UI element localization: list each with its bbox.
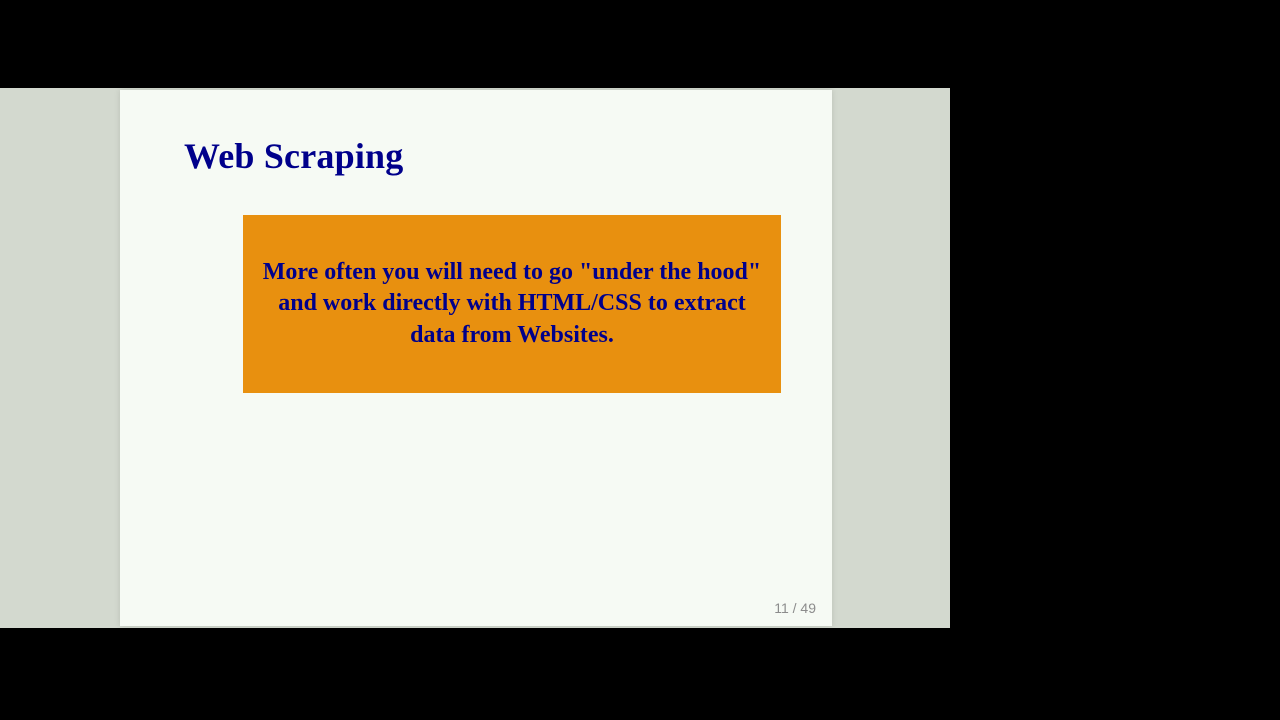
letterbox-right — [950, 88, 1280, 628]
slide-counter: 11 / 49 — [774, 600, 816, 616]
callout-text: More often you will need to go "under the hood" and work directly with HTML/CSS to extract data from Websites. — [262, 259, 762, 348]
letterbox-top — [0, 0, 1280, 88]
callout-box — [243, 215, 781, 393]
letterbox-bottom — [0, 628, 1280, 720]
slide-page — [120, 90, 832, 626]
slide-video-region — [0, 88, 950, 628]
slide-title: Web Scraping — [184, 136, 404, 176]
